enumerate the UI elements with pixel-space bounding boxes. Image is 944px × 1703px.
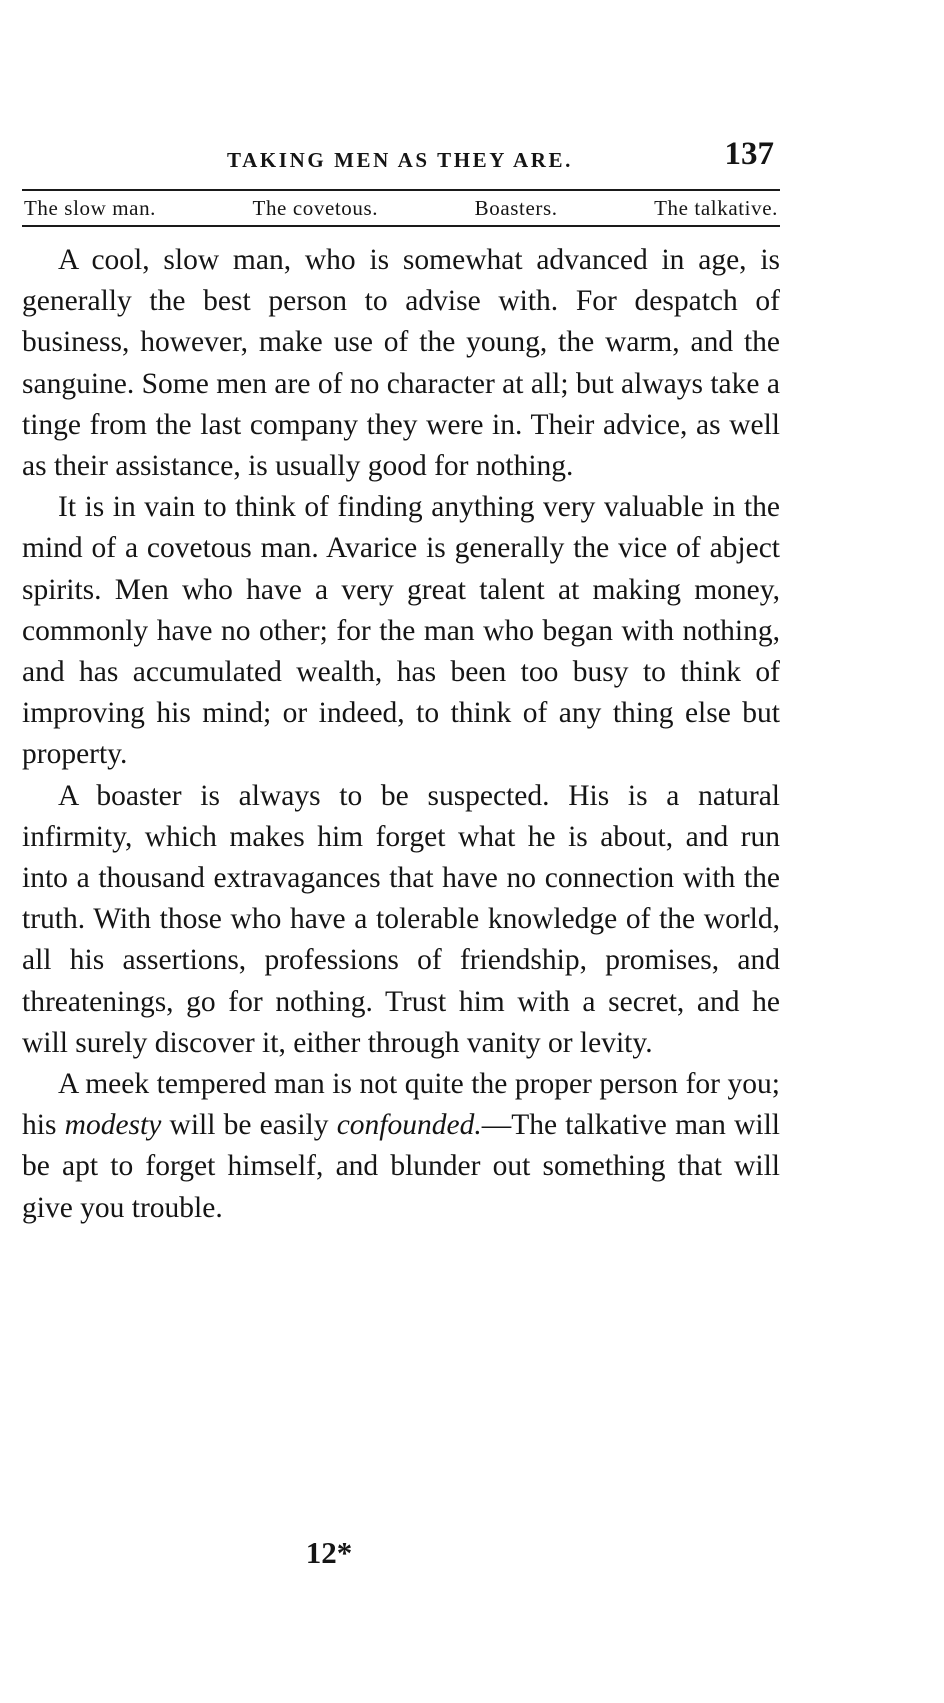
section-subheads bbox=[22, 189, 780, 227]
page-header bbox=[24, 136, 776, 180]
signature-mark: 12* bbox=[305, 1535, 353, 1570]
running-title: TAKING MEN AS THEY ARE. bbox=[227, 148, 573, 172]
paragraph-talkative-part2: will be easily bbox=[161, 1109, 337, 1142]
body-text bbox=[22, 240, 780, 1229]
italic-confounded: confounded. bbox=[336, 1109, 482, 1142]
subhead-talkative: The talkative. bbox=[654, 195, 778, 220]
subhead-covetous: The covetous. bbox=[252, 195, 379, 220]
italic-modesty: modesty bbox=[64, 1109, 162, 1142]
subhead-slow-man: The slow man. bbox=[24, 195, 157, 220]
paragraph-covetous: It is in vain to think of finding anything very valuable in the mind of a covetous man. Avarice is generally the vice of abject spirits. Men who have a very great talent at making money, commonly have no other; for the man who began with nothing, and has accumulated wealth, has been too busy to think of improving his mind; or indeed, to think of any thing else but property. bbox=[22, 491, 780, 771]
paragraph-boaster: A boaster is always to be suspected. His is a natural infirmity, which makes him forget what he is about, and run into a thousand extravagances that have no connection with the truth. With those who have a tolerable knowledge of the world, all his assertions, professions of friendship, promises, and threatenings, go for nothing. Trust him with a secret, and he will surely discover it, either through vanity or levity. bbox=[22, 779, 780, 1059]
subhead-boasters: Boasters. bbox=[474, 195, 558, 220]
paragraph-slow-man: A cool, slow man, who is somewhat advanced in age, is generally the best person to advise with. For despatch of business, however, make use of the young, the warm, and the sanguine. Some men are of no character at all; but always take a tinge from the last company they were in. Their advice, as well as their assistance, is usually good for nothing. bbox=[22, 244, 780, 483]
paragraph-talkative bbox=[22, 1064, 780, 1229]
paragraph-talkative-part3: —The talkative man will be apt to forget himself, and blunder out something that will give you trouble. bbox=[22, 1109, 780, 1224]
paragraph-talkative-part1: A meek tempered man is not quite the proper person for you; his bbox=[22, 1068, 780, 1142]
page-number: 137 bbox=[724, 136, 774, 172]
